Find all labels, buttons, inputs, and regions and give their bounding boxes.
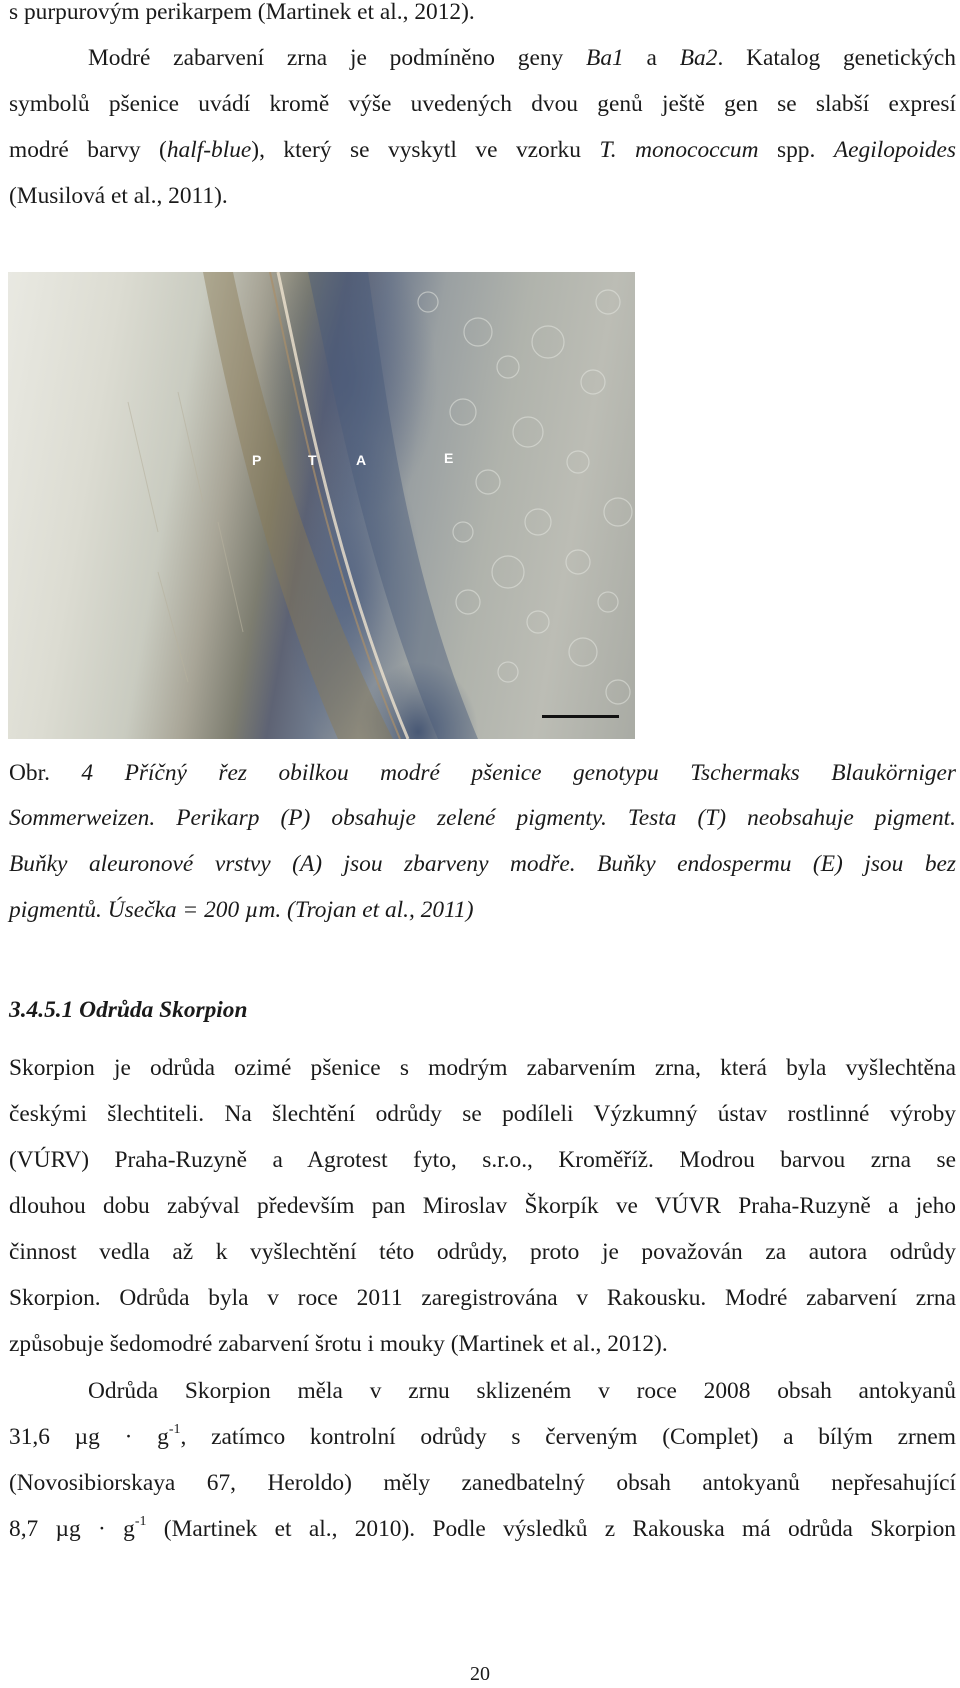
body-line: činnost vedla až k vyšlechtění této odrůdy, proto je považován za autora odrůdy [9,1239,956,1265]
label-pericarp: P [252,452,262,468]
body-line: Skorpion. Odrůda byla v roce 2011 zaregistrována v Rakousku. Modré zabarvení zrna [9,1285,956,1311]
figure-caption: Sommerweizen. Perikarp (P) obsahuje zelené pigmenty. Testa (T) neobsahuje pigment. [9,805,956,831]
body-line: modré barvy (half-blue), který se vyskytl ve vzorku T. monococcum spp. Aegilopoides [9,137,956,163]
body-line: způsobuje šedomodré zabarvení šrotu i mouky (Martinek et al., 2012). [9,1331,668,1357]
micrograph-texture [8,272,635,739]
body-line: symbolů pšenice uvádí kromě výše uvedených dvou genů ještě gen se slabší expresí [9,91,956,117]
micrograph-figure [8,272,635,739]
body-line: Odrůda Skorpion měla v zrnu sklizeném v roce 2008 obsah antokyanů [88,1378,956,1404]
body-line: (Novosibiorskaya 67, Heroldo) měly zanedbatelný obsah antokyanů nepřesahující [9,1470,956,1496]
page-number: 20 [470,1663,490,1685]
body-line: (Musilová et al., 2011). [9,183,228,209]
body-line: Skorpion je odrůda ozimé pšenice s modrým zabarvením zrna, která byla vyšlechtěna [9,1055,956,1081]
figure-caption: Obr. 4 Příčný řez obilkou modré pšenice genotypu Tschermaks Blaukörniger [9,760,956,786]
body-line: dlouhou dobu zabýval především pan Miroslav Škorpík ve VÚVR Praha-Ruzyně a jeho [9,1193,956,1219]
label-testa: T [308,452,317,468]
body-line: 8,7 $\mu g \cdot g^{-1}$ (Martinek et al., 2010). Podle výsledků z Rakouska má odrůda Skorpion [9,1514,956,1542]
body-line: 31,6 $\mu g \cdot g^{-1}$, zatímco kontrolní odrůdy s červeným (Complet) a bílým zrnem [9,1422,956,1450]
label-aleurone: A [356,452,367,468]
body-line: českými šlechtiteli. Na šlechtění odrůdy se podíleli Výzkumný ústav rostlinné výroby [9,1101,956,1127]
body-line: s purpurovým perikarpem (Martinek et al., 2012). [9,0,475,25]
figure-caption: Buňky aleuronové vrstvy (A) jsou zbarveny modře. Buňky endospermu (E) jsou bez [9,851,956,877]
label-endosperm: E [444,450,454,466]
body-line: (VÚRV) Praha-Ruzyně a Agrotest fyto, s.r.o., Kroměříž. Modrou barvou zrna se [9,1147,956,1173]
section-heading: 3.4.5.1 Odrůda Skorpion [9,997,248,1023]
body-line: Modré zabarvení zrna je podmíněno geny Ba1 a Ba2. Katalog genetických [88,45,956,71]
figure-caption: pigmentů. Úsečka = 200 µm. (Trojan et al., 2011) [9,897,474,923]
scale-bar [542,715,619,718]
